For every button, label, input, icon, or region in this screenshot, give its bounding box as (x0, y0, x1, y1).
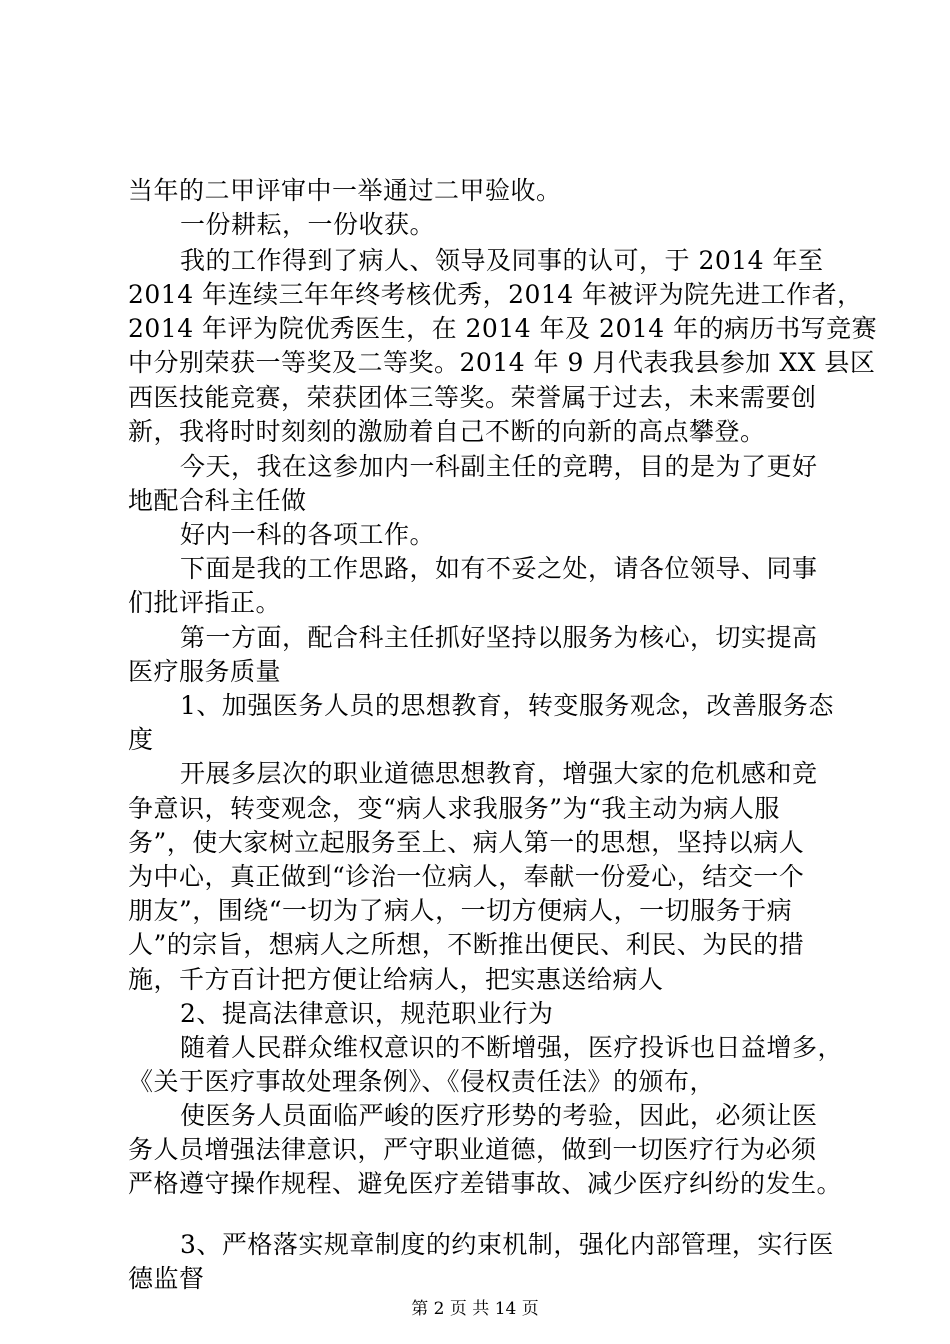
text-line: 我的工作得到了病人、领导及同事的认可，于 2014 年至 (180, 246, 824, 275)
text-line: 2、提高法律意识，规范职业行为 (180, 999, 554, 1028)
text-line: 施，千方百计把方便让给病人，把实惠送给病人 (128, 965, 664, 994)
text-line: 随着人民群众维权意识的不断增强，医疗投诉也日益增多， (180, 1033, 844, 1062)
text-line: 中分别荣获一等奖及二等奖。2014 年 9 月代表我县参加 XX 县区 (128, 348, 876, 377)
text-line: 一份耕耘，一份收获。 (180, 210, 436, 239)
text-line: 3、严格落实规章制度的约束机制，强化内部管理，实行医 (180, 1230, 834, 1259)
text-line: 地配合科主任做 (128, 486, 307, 515)
text-line: 开展多层次的职业道德思想教育，增强大家的危机感和竞 (180, 759, 818, 788)
text-line: 下面是我的工作思路，如有不妥之处，请各位领导、同事 (180, 554, 818, 583)
text-line: 朋友”，围绕“一切为了病人，一切方便病人，一切服务于病 (128, 896, 793, 925)
text-line: 德监督 (128, 1264, 205, 1293)
text-line: 务人员增强法律意识，严守职业道德，做到一切医疗行为必须 (128, 1135, 817, 1164)
text-line: 医疗服务质量 (128, 657, 282, 686)
text-line: 第一方面，配合科主任抓好坚持以服务为核心，切实提高 (180, 623, 818, 652)
text-line: 西医技能竞赛，荣获团体三等奖。荣誉属于过去，未来需要创 (128, 383, 817, 412)
text-line: 们批评指正。 (128, 588, 282, 617)
page-footer: 第 2 页 共 14 页 (411, 1299, 539, 1319)
text-line: 当年的二甲评审中一举通过二甲验收。 (128, 176, 562, 205)
text-line: 务”，使大家树立起服务至上、病人第一的思想，坚持以病人 (128, 828, 805, 857)
text-line: 使医务人员面临严峻的医疗形势的考验，因此，必须让医 (180, 1101, 818, 1130)
text-line: 今天，我在这参加内一科副主任的竞聘，目的是为了更好 (180, 452, 818, 481)
text-line: 新，我将时时刻刻的激励着自己不断的向新的高点攀登。 (128, 417, 766, 446)
text-line: 度 (128, 725, 154, 754)
text-line: 1、加强医务人员的思想教育，转变服务观念，改善服务态 (180, 691, 834, 720)
text-line: 争意识，转变观念，变“病人求我服务”为“我主动为病人服 (128, 794, 780, 823)
text-line: 好内一科的各项工作。 (180, 520, 436, 549)
text-line: 为中心，真正做到“诊治一位病人，奉献一份爱心，结交一个 (128, 862, 805, 891)
text-line: 严格遵守操作规程、避免医疗差错事故、减少医疗纠纷的发生。 (128, 1169, 843, 1198)
text-line: 人”的宗旨，想病人之所想，不断推出便民、利民、为民的措 (128, 930, 805, 959)
text-line: 2014 年评为院优秀医生，在 2014 年及 2014 年的病历书写竞赛 (128, 314, 878, 343)
text-line: 《关于医疗事故处理条例》、《侵权责任法》的颁布， (128, 1067, 716, 1096)
text-line: 2014 年连续三年年终考核优秀，2014 年被评为院先进工作者， (128, 280, 863, 309)
